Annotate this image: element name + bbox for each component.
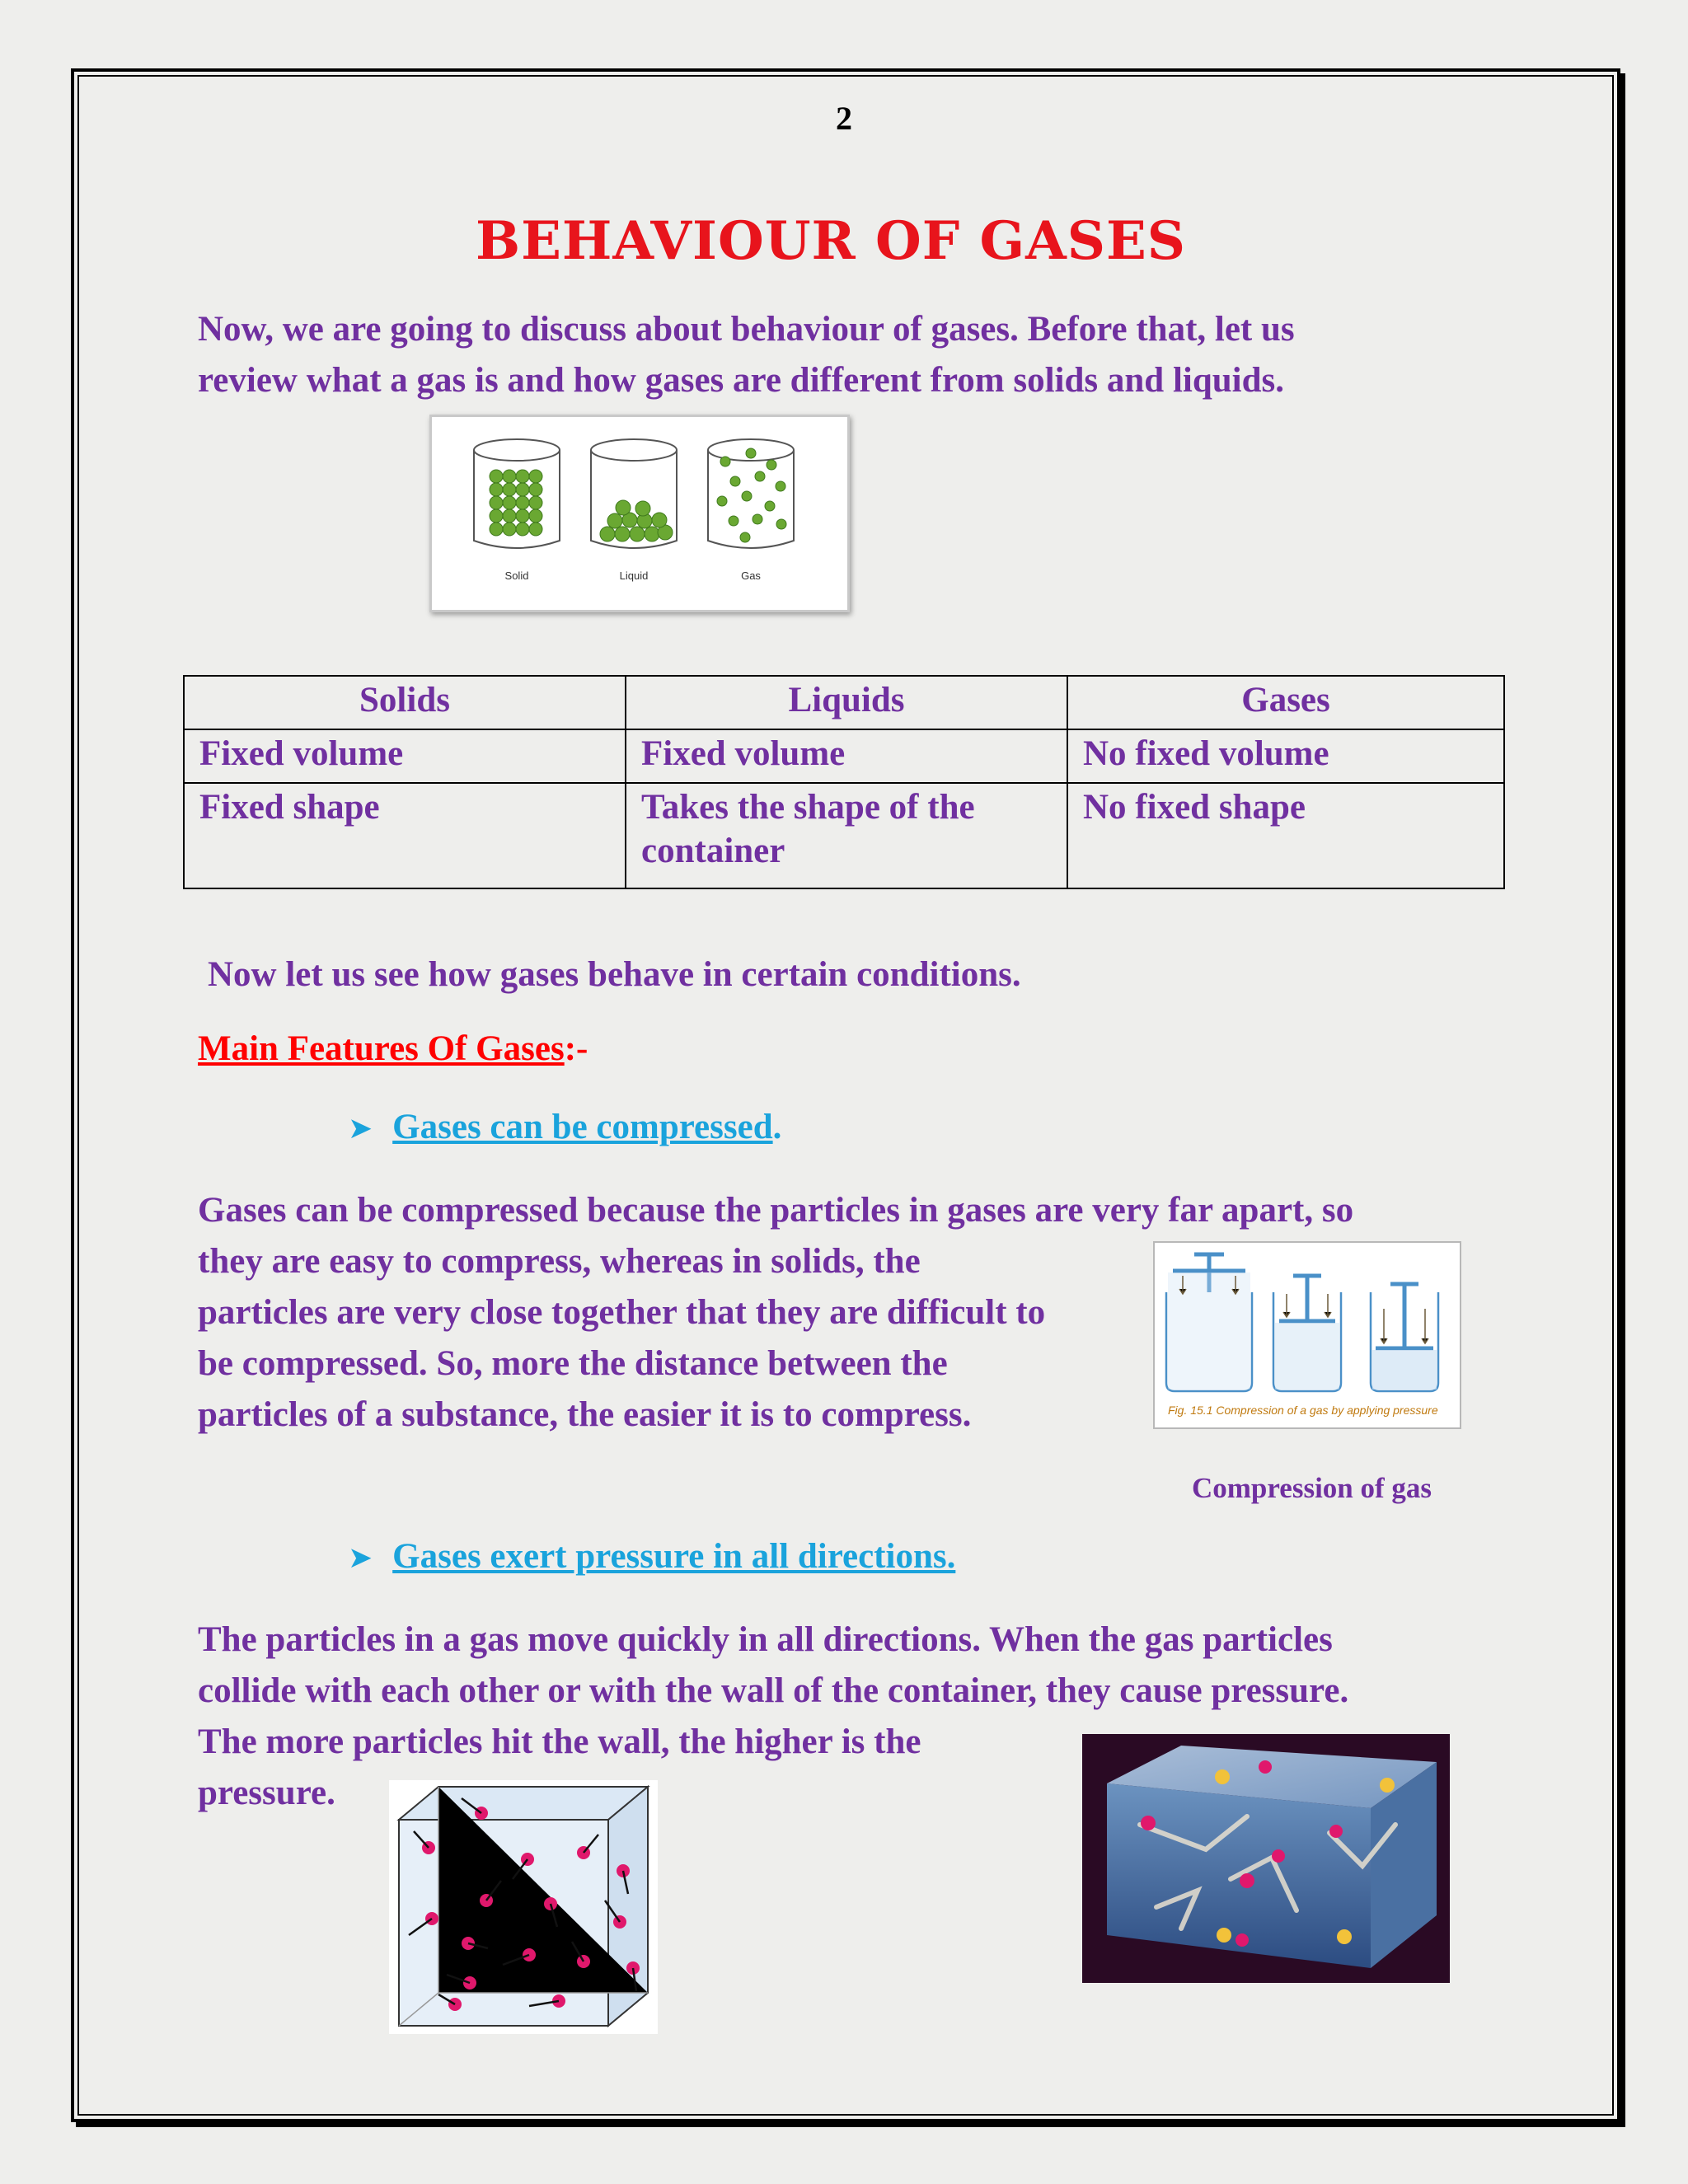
arrow-bullet-icon: ➤ [348, 1112, 373, 1146]
table-cell: Fixed volume [184, 729, 626, 783]
compression-line: particles are very close together that they are difficult to [198, 1293, 1046, 1332]
table-header-cell: Solids [184, 676, 626, 729]
page-title: BEHAVIOUR OF GASES [476, 210, 1186, 272]
gas-label: Gas [741, 569, 761, 582]
compression-line: be compressed. So, more the distance between the [198, 1344, 948, 1383]
features-heading [198, 1029, 588, 1069]
bullet-pressure-title: Gases exert pressure in all directions. [392, 1537, 956, 1576]
compression-line: particles of a substance, the easier it is to compress. [198, 1395, 972, 1434]
bullet-pressure [348, 1536, 955, 1577]
pressure-line: pressure. [198, 1774, 335, 1812]
bullet-compressed-suffix: . [772, 1108, 782, 1146]
intro-line-2: review what a gas is and how gases are different from solids and liquids. [198, 361, 1285, 400]
liquid-label: Liquid [619, 569, 649, 582]
table-cell: No fixed shape [1067, 783, 1504, 888]
intro-paragraph [198, 304, 1533, 406]
piston-compression-illustration [1155, 1243, 1460, 1427]
table-row [184, 783, 1504, 888]
gas-particles-cube-figure [389, 1780, 658, 2034]
intro-line-1: Now, we are going to discuss about behaviour of gases. Before that, let us [198, 310, 1295, 349]
bullet-compressed [348, 1107, 781, 1147]
table-cell: Fixed shape [184, 783, 626, 888]
features-heading-suffix: :- [564, 1029, 588, 1068]
table-cell: Takes the shape of the container [626, 783, 1067, 888]
states-of-matter-illustration [432, 417, 847, 610]
gas-particles-cube-illustration [389, 1780, 658, 2034]
solid-label: Solid [504, 569, 529, 582]
compression-caption: Compression of gas [1192, 1472, 1432, 1504]
compression-line: they are easy to compress, whereas in solids, the [198, 1242, 921, 1281]
compression-line: Gases can be compressed because the particles in gases are very far apart, so [198, 1191, 1354, 1230]
bullet-compressed-title: Gases can be compressed [392, 1108, 773, 1146]
comparison-table [183, 675, 1505, 889]
arrow-bullet-icon: ➤ [348, 1541, 373, 1575]
table-header-cell: Gases [1067, 676, 1504, 729]
table-cell: Fixed volume [626, 729, 1067, 783]
table-header-cell: Liquids [626, 676, 1067, 729]
features-heading-text: Main Features Of Gases [198, 1029, 565, 1068]
table-header-row [184, 676, 1504, 729]
page-number: 2 [836, 100, 852, 137]
gas-pressure-box-figure [1082, 1734, 1450, 1983]
pressure-line: The particles in a gas move quickly in all directions. When the gas particles [198, 1620, 1333, 1659]
states-of-matter-figure [429, 415, 850, 612]
pressure-line: collide with each other or with the wall of the container, they cause pressure. [198, 1671, 1349, 1710]
figure-caption: Fig. 15.1 Compression of a gas by applying pressure [1168, 1404, 1438, 1417]
table-cell: No fixed volume [1067, 729, 1504, 783]
table-row [184, 729, 1504, 783]
transition-text: Now let us see how gases behave in certain conditions. [208, 955, 1021, 994]
pressure-line: The more particles hit the wall, the higher is the [198, 1722, 921, 1761]
gas-pressure-box-illustration [1082, 1734, 1450, 1983]
compression-figure [1153, 1241, 1461, 1429]
